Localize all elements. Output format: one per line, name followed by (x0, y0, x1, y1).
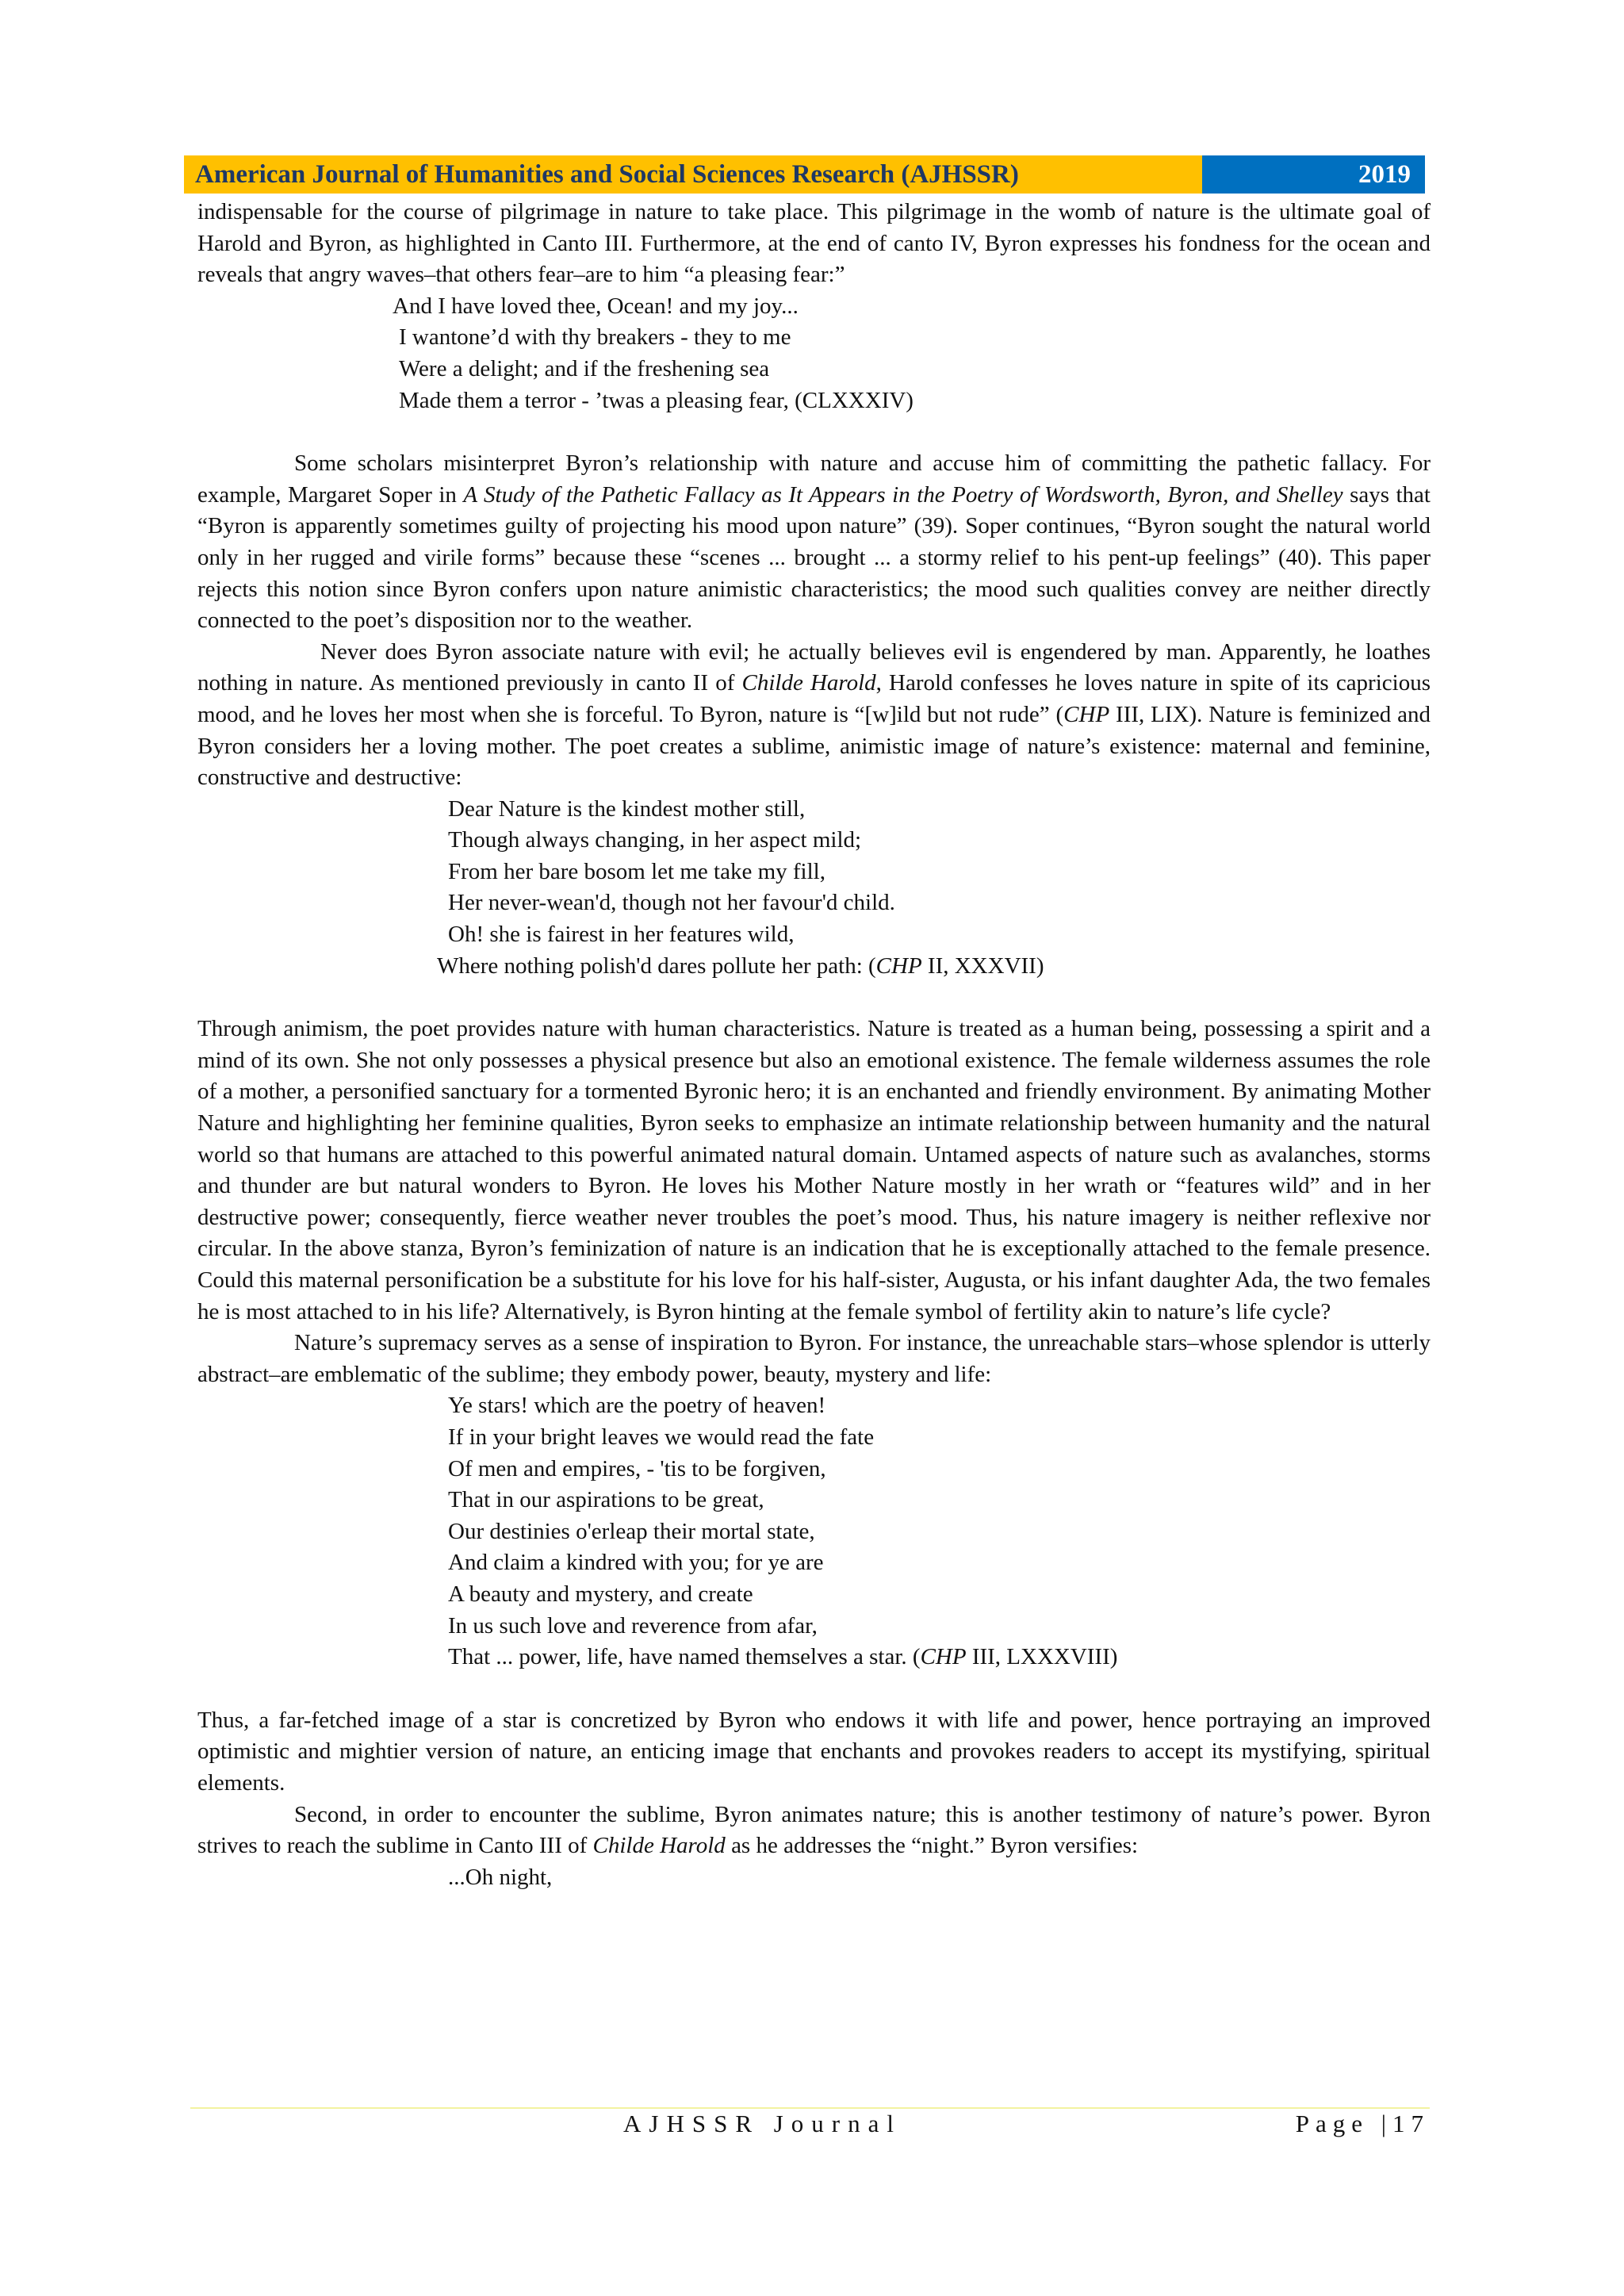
abbreviation: CHP (875, 953, 922, 979)
verse-block-night (197, 1862, 1431, 1894)
verse-line: That in our aspirations to be great, (448, 1487, 764, 1513)
verse-line (437, 951, 1431, 983)
verse-line: And I have loved thee, Ocean! and my joy... (393, 293, 799, 319)
verse-line: ...Oh night, (448, 1864, 553, 1890)
book-title: Childe Harold (741, 670, 876, 696)
verse-line: And claim a kindred with you; for ye are (448, 1550, 824, 1576)
text-run: Second, in order to encounter the sublime, Byron animates nature; this is another testimony of nature’s power. Byron strives to reach the sublime in Canto III of (197, 1801, 1431, 1859)
text-run: Some scholars misinterpret Byron’s relationship with nature and accuse him of committing the pathetic fallacy. For example, Margaret Soper in (197, 450, 1431, 508)
book-title: A Study of the Pathetic Fallacy as It Appears in the Poetry of Wordsworth, Byron, and Shelley (463, 481, 1343, 508)
journal-header-bar (184, 155, 1425, 194)
verse-line: If in your bright leaves we would read the fate (448, 1424, 875, 1450)
paragraph: Nature’s supremacy serves as a sense of inspiration to Byron. For instance, the unreachable stars–whose splendor is utterly abstract–are emblematic of the sublime; they embody power, beauty, mystery and life: (197, 1330, 1431, 1387)
text-run: as he addresses the “night.” Byron versifies: (725, 1833, 1139, 1859)
verse-line: Of men and empires, - 'tis to be forgiven, (448, 1455, 826, 1481)
paragraph (197, 1800, 1431, 1862)
verse-line: From her bare bosom let me take my fill, (448, 858, 825, 884)
text-run: That ... power, life, have named themselves a star. ( (448, 1644, 921, 1670)
verse-line: Were a delight; and if the freshening sea (399, 355, 770, 381)
paragraph (197, 448, 1431, 637)
verse-line: I wantone’d with thy breakers - they to me (399, 324, 791, 351)
verse-line: Oh! she is fairest in her features wild, (448, 922, 795, 948)
text-run: III, LIX). Nature is feminized and Byron considers her a loving mother. The poet creates a sublime, animistic image of nature’s existence: maternal and feminine, constructive and destructive: (197, 701, 1431, 791)
text-run: , Harold confesses he loves nature in spite of its capricious mood, and he loves her most when she is forceful. To Byron, nature is “[w]ild but not rude” ( (197, 670, 1431, 727)
paragraph: Thus, a far-fetched image of a star is concretized by Byron who endows it with life and power, hence portraying an improved optimistic and mightier version of nature, an enticing image that enchants and provokes readers to accept its mystifying, spiritual elements. (197, 1707, 1431, 1796)
verse-line: Her never-wean'd, though not her favour'd child. (448, 890, 895, 916)
verse-line: In us such love and reverence from afar, (448, 1612, 818, 1639)
abbreviation: CHP (920, 1644, 967, 1670)
footer-journal-name: AJHSSR Journal (623, 2110, 902, 2137)
text-run: III, LXXXVIII) (966, 1644, 1118, 1670)
paragraph (197, 637, 1431, 794)
text-run: II, XXXVII) (921, 953, 1044, 979)
paragraph: Through animism, the poet provides nature with human characteristics. Nature is treated as a human being, possessing a spirit and a mind of its own. She not only possesses a physical presence but also an emotional existence. The female wilderness assumes the role of a mother, a personified sanctuary for a tormented Byronic hero; it is an enchanted and friendly environment. By animating Mother Nature and highlighting her feminine qualities, Byron seeks to emphasize an intimate relationship between humanity and the natural world so that humans are attached to this powerful animated natural domain. Untamed aspects of nature such as avalanches, storms and thunder are but natural wonders to Byron. He loves his Mother Nature mostly in her wrath or “features wild” and in her destructive power; consequently, fierce weather never troubles the poet’s mood. Thus, his nature imagery is neither reflexive nor circular. In the above stanza, Byron’s feminization of nature is an indication that he is exceptionally attached to the female presence. Could this maternal personification be a substitute for his love for his half-sister, Augusta, or his infant daughter Ada, the two females he is most attached to in his life? Alternatively, is Byron hinting at the female symbol of fertility akin to nature’s life cycle? (197, 1016, 1431, 1324)
verse-line: Our destinies o'erleap their mortal state, (448, 1518, 815, 1544)
text-run: Where nothing polish'd dares pollute her path: ( (437, 953, 876, 979)
verse-line (448, 1642, 1431, 1673)
verse-line: Though always changing, in her aspect mild; (448, 827, 862, 853)
book-title: Childe Harold (592, 1833, 726, 1859)
paragraph: indispensable for the course of pilgrimage in nature to take place. This pilgrimage in the womb of nature is the ultimate goal of Harold and Byron, as highlighted in Canto III. Furthermore, at the end of canto IV, Byron expresses his fondness for the ocean and reveals that angry waves–that others fear–are to him “a pleasing fear:” (197, 199, 1431, 288)
footer-divider (190, 2107, 1430, 2109)
verse-line: Made them a terror - ’twas a pleasing fear, (CLXXXIV) (399, 387, 914, 413)
text-run: Never does Byron associate nature with evil; he actually believes evil is engendered by man. Apparently, he loathes nothing in nature. As mentioned previously in canto II of (197, 638, 1431, 696)
text-run: says that “Byron is apparently sometimes guilty of projecting his mood upon nature” (39). Soper continues, “Byron sought the natural world only in her rugged and virile forms” because these “scenes ... brought ... a stormy relief to his pent-up feelings” (40). This paper rejects this notion since Byron confers upon nature animistic characteristics; the mood such qualities convey are neither directly connected to the poet’s disposition nor to the weather. (197, 481, 1431, 634)
article-body (197, 197, 1431, 1893)
verse-line: Ye stars! which are the poetry of heaven! (448, 1393, 826, 1419)
verse-block-nature (197, 794, 1431, 983)
verse-block-ocean (197, 291, 1431, 416)
verse-line: A beauty and mystery, and create (448, 1581, 753, 1607)
journal-year: 2019 (1202, 155, 1425, 194)
page-number: Page |17 (1295, 2110, 1430, 2137)
abbreviation: CHP (1063, 701, 1110, 727)
verse-block-stars (197, 1390, 1431, 1673)
verse-line: Dear Nature is the kindest mother still, (448, 795, 806, 822)
journal-title: American Journal of Humanities and Social Sciences Research (AJHSSR) (184, 155, 1202, 194)
